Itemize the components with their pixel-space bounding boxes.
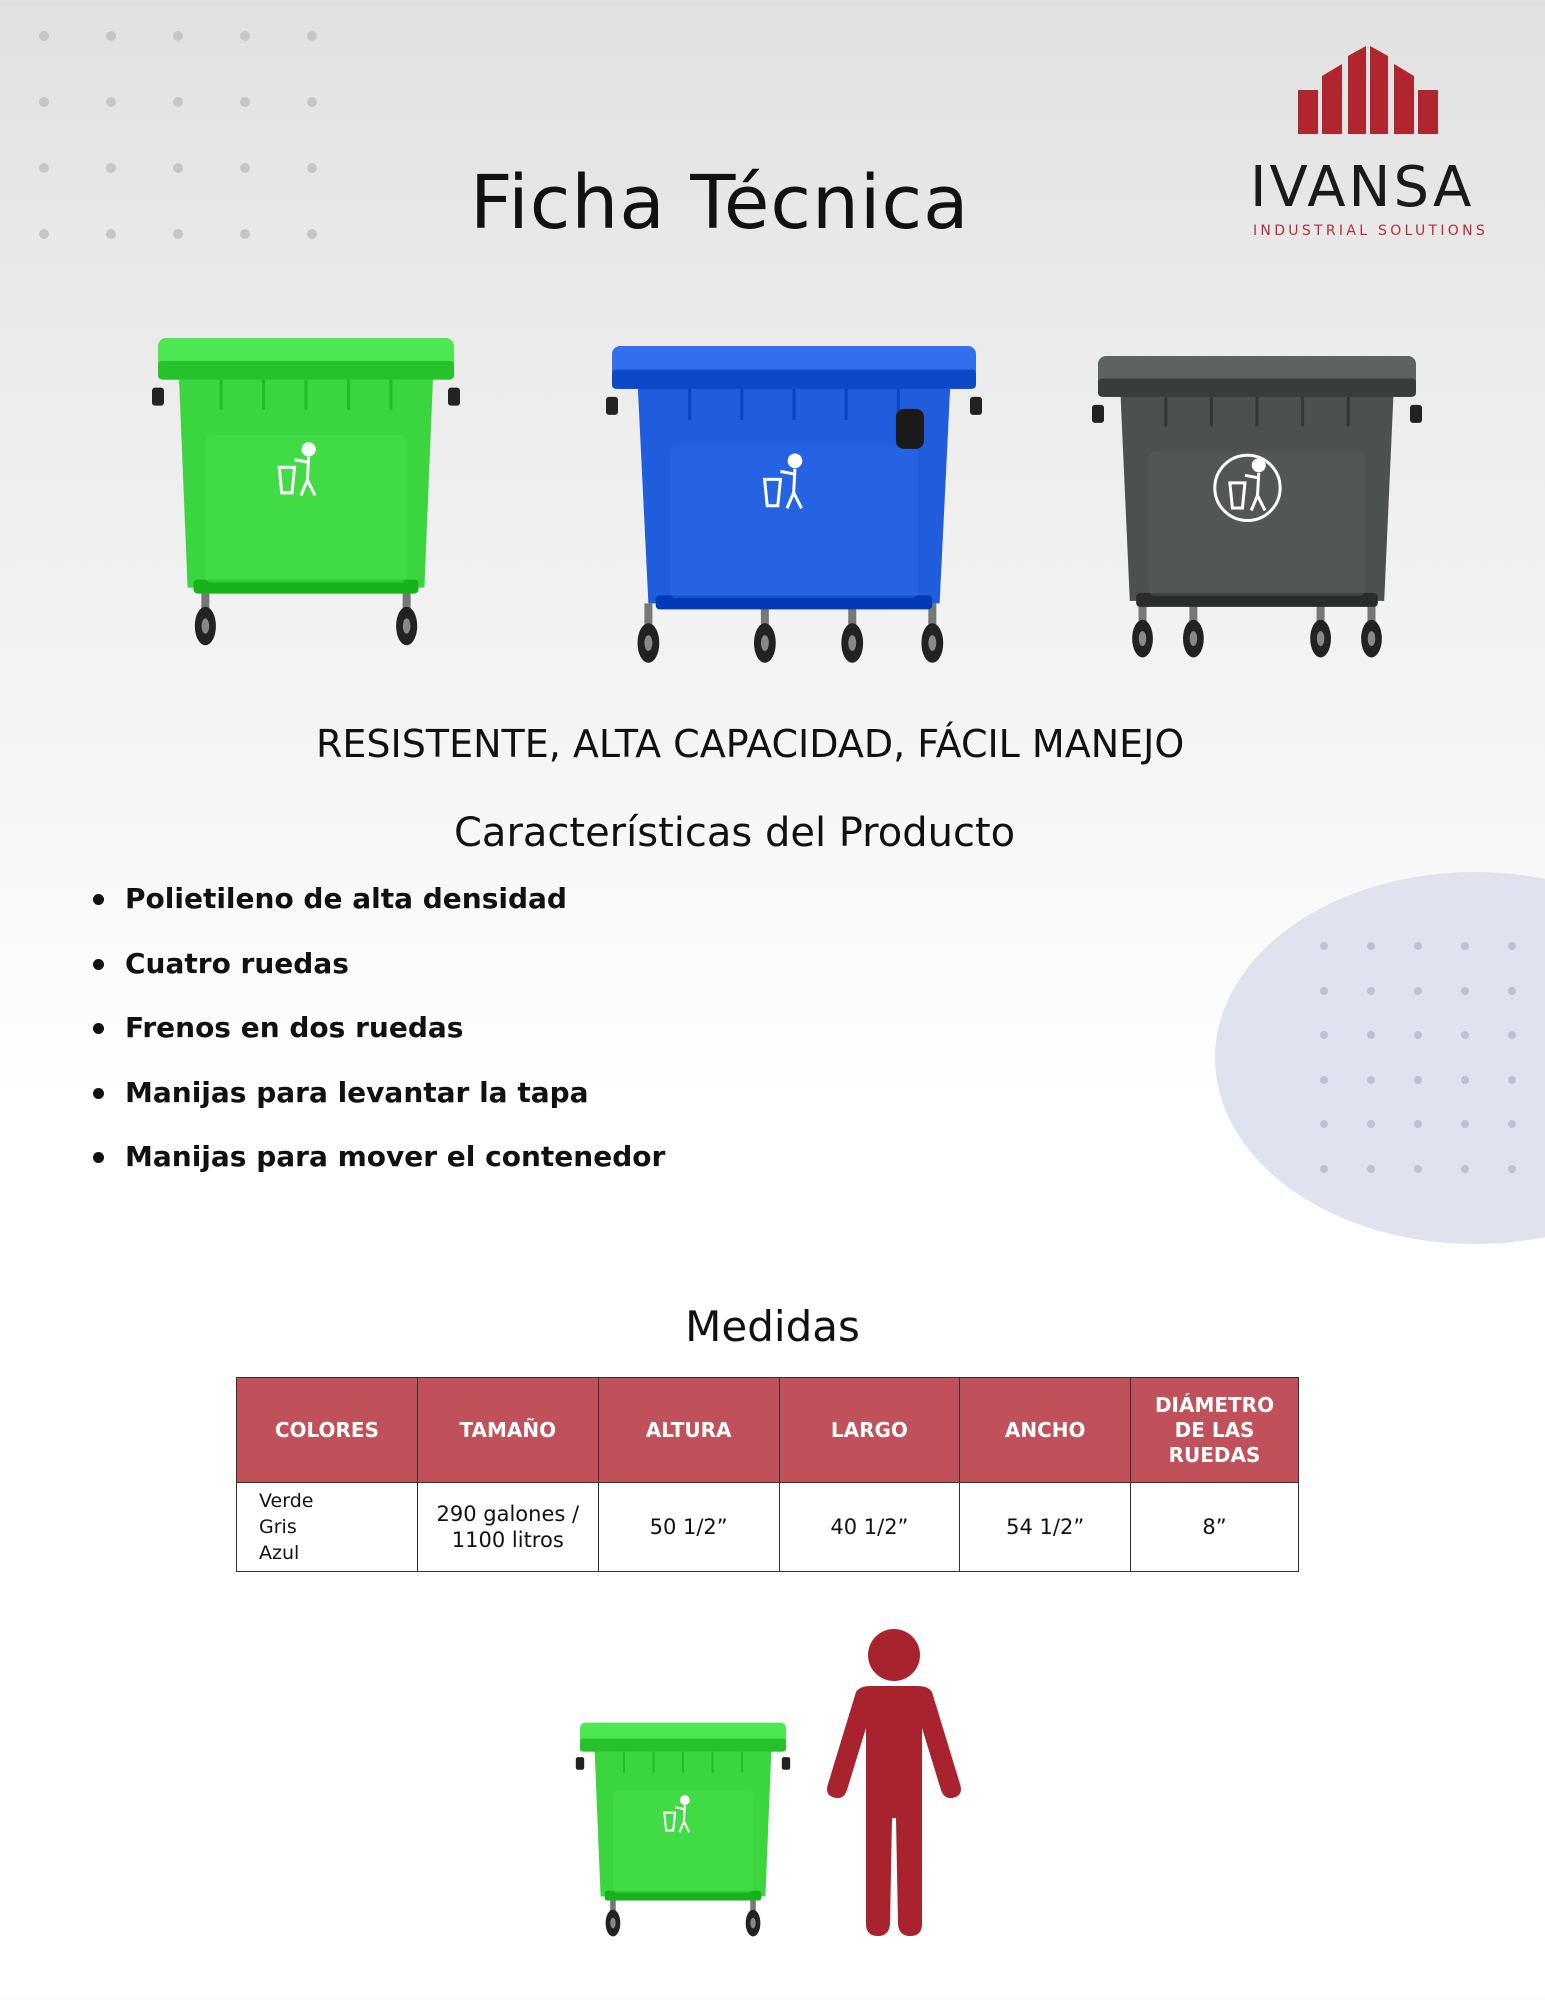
list-item: Manijas para levantar la tapa bbox=[90, 1074, 665, 1139]
size-comparison-bin-image bbox=[580, 1722, 786, 1946]
decorative-dot bbox=[1320, 1076, 1328, 1084]
product-tagline: RESISTENTE, ALTA CAPACIDAD, FÁCIL MANEJO bbox=[316, 722, 1185, 766]
list-item: Manijas para mover el contenedor bbox=[90, 1138, 665, 1203]
building-bars-icon bbox=[1298, 46, 1438, 134]
decorative-dot bbox=[173, 163, 183, 173]
cell-altura: 50 1/2” bbox=[598, 1483, 779, 1572]
bullet-icon bbox=[93, 959, 104, 970]
logo-subtitle: INDUSTRIAL SOLUTIONS bbox=[1253, 223, 1489, 239]
decorative-dot bbox=[1367, 1165, 1375, 1173]
decorative-dot bbox=[1461, 1120, 1469, 1128]
header-diametro: DIÁMETRO DE LAS RUEDAS bbox=[1131, 1378, 1299, 1483]
decorative-dot bbox=[1367, 987, 1375, 995]
decorative-dot bbox=[1508, 987, 1516, 995]
bullet-icon bbox=[93, 1023, 104, 1034]
features-title: Características del Producto bbox=[454, 810, 1016, 856]
decorative-dot bbox=[240, 31, 250, 41]
decorative-dot bbox=[1508, 1165, 1516, 1173]
decorative-dot bbox=[240, 229, 250, 239]
header-altura: ALTURA bbox=[598, 1378, 779, 1483]
decorative-dot bbox=[173, 229, 183, 239]
measures-title: Medidas bbox=[685, 1302, 860, 1351]
decorative-dot bbox=[1461, 1165, 1469, 1173]
decorative-dot bbox=[1508, 1031, 1516, 1039]
bullet-icon bbox=[93, 1088, 104, 1099]
decorative-dot bbox=[1367, 942, 1375, 950]
person-silhouette-icon bbox=[826, 1628, 962, 1936]
decorative-dot bbox=[1414, 1165, 1422, 1173]
decorative-dot bbox=[1367, 1120, 1375, 1128]
decorative-dot bbox=[1320, 1120, 1328, 1128]
decorative-dot bbox=[106, 229, 116, 239]
cell-ancho: 54 1/2” bbox=[960, 1483, 1131, 1572]
decorative-dot bbox=[173, 31, 183, 41]
decorative-dot bbox=[1414, 987, 1422, 995]
table-header-row bbox=[237, 1378, 1299, 1483]
decorative-dot bbox=[240, 163, 250, 173]
cell-diametro: 8” bbox=[1131, 1483, 1299, 1572]
decorative-dot bbox=[39, 229, 49, 239]
green-bin-image bbox=[158, 338, 454, 658]
cell-largo: 40 1/2” bbox=[779, 1483, 960, 1572]
decorative-dot bbox=[1414, 1031, 1422, 1039]
decorative-dot bbox=[39, 31, 49, 41]
header-ancho: ANCHO bbox=[960, 1378, 1131, 1483]
logo-wordmark: IVANSA bbox=[1250, 155, 1475, 220]
decorative-dot bbox=[1320, 1165, 1328, 1173]
decorative-dot bbox=[1508, 1120, 1516, 1128]
decorative-dot bbox=[307, 31, 317, 41]
decorative-dot bbox=[39, 97, 49, 107]
decorative-dot bbox=[1461, 1076, 1469, 1084]
decorative-dot bbox=[1461, 1031, 1469, 1039]
table-row bbox=[237, 1483, 1299, 1572]
decorative-dot bbox=[1320, 1031, 1328, 1039]
cell-colores: Verde Gris Azul bbox=[237, 1483, 418, 1572]
features-list bbox=[90, 880, 665, 1203]
decorative-dot bbox=[106, 97, 116, 107]
decorative-dot bbox=[307, 97, 317, 107]
decorative-dot bbox=[106, 163, 116, 173]
decorative-dot bbox=[1508, 942, 1516, 950]
decorative-dot bbox=[1414, 1076, 1422, 1084]
page-title: Ficha Técnica bbox=[470, 160, 970, 246]
decorative-dot bbox=[1320, 987, 1328, 995]
gray-bin-image bbox=[1098, 356, 1416, 670]
decorative-dot bbox=[1461, 987, 1469, 995]
header-tamano: TAMAÑO bbox=[417, 1378, 598, 1483]
bullet-icon bbox=[93, 894, 104, 905]
decorative-dot bbox=[1461, 942, 1469, 950]
decorative-dot bbox=[173, 97, 183, 107]
decorative-dot bbox=[106, 31, 116, 41]
decorative-blob bbox=[1215, 872, 1545, 1244]
list-item: Cuatro ruedas bbox=[90, 945, 665, 1010]
decorative-dot bbox=[1367, 1031, 1375, 1039]
bullet-icon bbox=[93, 1152, 104, 1163]
decorative-dot bbox=[1414, 942, 1422, 950]
list-item: Frenos en dos ruedas bbox=[90, 1009, 665, 1074]
decorative-dot bbox=[307, 229, 317, 239]
decorative-dot bbox=[1367, 1076, 1375, 1084]
header-colores: COLORES bbox=[237, 1378, 418, 1483]
measures-table bbox=[236, 1377, 1299, 1572]
decorative-dot bbox=[1320, 942, 1328, 950]
cell-tamano: 290 galones / 1100 litros bbox=[417, 1483, 598, 1572]
decorative-dot bbox=[307, 163, 317, 173]
header-largo: LARGO bbox=[779, 1378, 960, 1483]
decorative-dot bbox=[39, 163, 49, 173]
decorative-dot bbox=[1508, 1076, 1516, 1084]
list-item: Polietileno de alta densidad bbox=[90, 880, 665, 945]
blue-bin-image bbox=[612, 346, 976, 676]
decorative-dot bbox=[1414, 1120, 1422, 1128]
decorative-dot bbox=[240, 97, 250, 107]
